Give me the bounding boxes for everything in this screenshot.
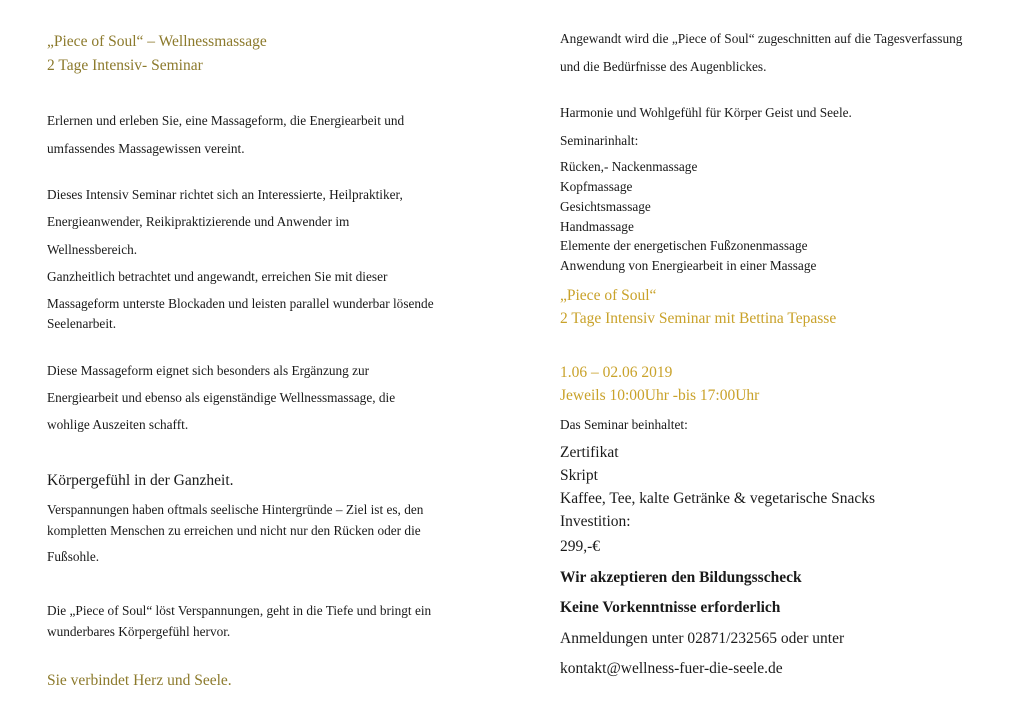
seminar-date: 1.06 – 02.06 2019 <box>560 364 673 381</box>
subtitle: 2 Tage Intensiv- Seminar <box>47 57 203 74</box>
paragraph-line: Diese Massageform eignet sich besonders als Ergänzung zur <box>47 363 370 378</box>
paragraph-line: umfassendes Massagewissen vereint. <box>47 141 245 156</box>
contents-item: Rücken,- Nackenmassage <box>560 159 698 174</box>
paragraph-line: Dieses Intensiv Seminar richtet sich an Interessierte, Heilpraktiker, <box>47 187 403 202</box>
seminar-time: Jeweils 10:00Uhr -bis 17:00Uhr <box>560 387 760 404</box>
paragraph-line: Erlernen und erleben Sie, eine Massageform, die Energiearbeit und <box>47 113 405 128</box>
contents-item: Kopfmassage <box>560 179 633 194</box>
investment-label: Investition: <box>560 513 631 530</box>
paragraph-line: wunderbares Körpergefühl hervor. <box>47 624 231 639</box>
closing-line: Sie verbindet Herz und Seele. <box>47 672 232 689</box>
includes-item: Kaffee, Tee, kalte Getränke & vegetarische Snacks <box>560 490 876 507</box>
contents-item: Handmassage <box>560 219 634 234</box>
seminar-subtitle: 2 Tage Intensiv Seminar mit Bettina Tepasse <box>560 310 837 327</box>
voucher-note: Wir akzeptieren den Bildungsscheck <box>560 569 802 586</box>
paragraph-line: Seelenarbeit. <box>47 316 117 331</box>
paragraph-line: kompletten Menschen zu erreichen und nicht nur den Rücken oder die <box>47 523 421 538</box>
price: 299,-€ <box>560 538 601 555</box>
contents-item: Gesichtsmassage <box>560 199 651 214</box>
seminar-title: „Piece of Soul“ <box>560 287 657 304</box>
contact-email: kontakt@wellness-fuer-die-seele.de <box>560 660 783 677</box>
prerequisites-note: Keine Vorkenntnisse erforderlich <box>560 599 781 616</box>
paragraph-line: Verspannungen haben oftmals seelische Hintergründe – Ziel ist es, den <box>47 502 424 517</box>
paragraph-line: Die „Piece of Soul“ löst Verspannungen, geht in die Tiefe und bringt ein <box>47 603 432 618</box>
paragraph-line: Angewandt wird die „Piece of Soul“ zugeschnitten auf die Tagesverfassung <box>560 31 963 46</box>
includes-item: Zertifikat <box>560 444 619 461</box>
contents-item: Elemente der energetischen Fußzonenmassage <box>560 238 808 253</box>
paragraph-line: Massageform unterste Blockaden und leisten parallel wunderbar lösende <box>47 296 434 311</box>
paragraph-line: Harmonie und Wohlgefühl für Körper Geist und Seele. <box>560 105 852 120</box>
contents-label: Seminarinhalt: <box>560 133 639 148</box>
contents-item: Anwendung von Energiearbeit in einer Massage <box>560 258 817 273</box>
section-heading: Körpergefühl in der Ganzheit. <box>47 472 234 489</box>
paragraph-line: Ganzheitlich betrachtet und angewandt, erreichen Sie mit dieser <box>47 269 388 284</box>
paragraph-line: Fußsohle. <box>47 549 100 564</box>
paragraph-line: Wellnessbereich. <box>47 242 138 257</box>
paragraph-line: wohlige Auszeiten schafft. <box>47 417 189 432</box>
includes-label: Das Seminar beinhaltet: <box>560 417 688 432</box>
paragraph-line: Energiearbeit und ebenso als eigenständige Wellnessmassage, die <box>47 390 396 405</box>
paragraph-line: Energieanwender, Reikipraktizierende und Anwender im <box>47 214 350 229</box>
paragraph-line: und die Bedürfnisse des Augenblickes. <box>560 59 767 74</box>
registration-line: Anmeldungen unter 02871/232565 oder unter <box>560 630 845 647</box>
includes-item: Skript <box>560 467 598 484</box>
title: „Piece of Soul“ – Wellnessmassage <box>47 33 267 50</box>
